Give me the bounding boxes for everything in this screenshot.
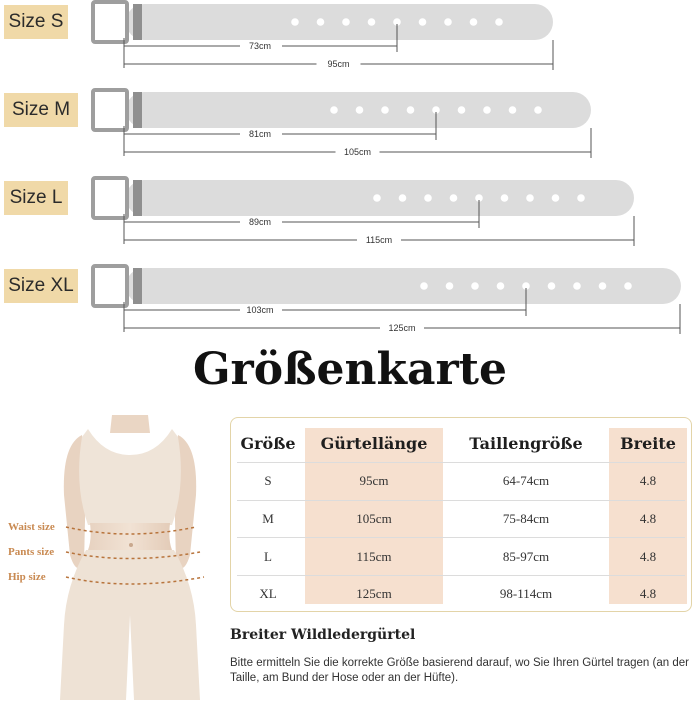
buckle-icon: [93, 90, 127, 130]
belt-hole: [381, 106, 389, 114]
belt-hole: [407, 106, 415, 114]
belt-hole: [424, 194, 432, 202]
size-xl-tag: Size XL: [4, 269, 78, 303]
cell-size: S: [264, 473, 272, 488]
note-title: Breiter Wildledergürtel: [230, 627, 416, 643]
row-divider: [237, 575, 685, 576]
size-table: [230, 417, 692, 612]
cell-waist-size: 85-97cm: [502, 549, 550, 564]
row-divider: [237, 500, 685, 501]
waist-length-label: 103cm: [246, 305, 274, 315]
cell-belt-length: 95cm: [359, 473, 389, 488]
belt-hole: [399, 194, 407, 202]
cell-waist-size: 98-114cm: [499, 586, 553, 601]
belt-hole: [573, 282, 581, 290]
size-m-tag: Size M: [4, 93, 78, 127]
cell-width: 4.8: [639, 586, 657, 601]
hip-size-label: Hip size: [8, 571, 46, 583]
cell-belt-length: 105cm: [356, 511, 392, 526]
waist-length-label: 89cm: [248, 217, 272, 227]
belt-hole: [317, 18, 325, 26]
belt-hole: [356, 106, 364, 114]
total-length-label: 115cm: [365, 235, 393, 245]
buckle-icon: [93, 266, 127, 306]
buckle-keeper: [133, 180, 142, 216]
belt-hole: [495, 18, 503, 26]
belt-hole: [483, 106, 491, 114]
cell-width: 4.8: [639, 473, 657, 488]
pants-size-label: Pants size: [8, 546, 55, 558]
header-size: Größe: [240, 433, 296, 453]
belt-hole: [291, 18, 299, 26]
cell-width: 4.8: [639, 549, 657, 564]
belt-hole: [548, 282, 556, 290]
cell-waist-size: 64-74cm: [502, 473, 550, 488]
belt-hole: [458, 106, 466, 114]
belt-hole: [368, 18, 376, 26]
size-l-tag: Size L: [4, 181, 68, 215]
header-waist-size: Taillengröße: [469, 433, 583, 453]
belt-hole: [444, 18, 452, 26]
cell-belt-length: 115cm: [356, 549, 392, 564]
belt-hole: [330, 106, 338, 114]
buckle-icon: [93, 2, 127, 42]
belt-hole: [450, 194, 458, 202]
belt-hole: [420, 282, 428, 290]
belt-hole: [497, 282, 505, 290]
belt-strap: [126, 4, 553, 40]
belt-hole: [446, 282, 454, 290]
cell-size: M: [262, 511, 274, 526]
waist-size-label: Waist size: [8, 521, 55, 533]
buckle-keeper: [133, 4, 142, 40]
belt-hole: [509, 106, 517, 114]
belt-hole: [471, 282, 479, 290]
cell-belt-length: 125cm: [356, 586, 392, 601]
waist-length-label: 73cm: [248, 41, 272, 51]
row-divider: [237, 537, 685, 538]
belt-hole: [534, 106, 542, 114]
belt-size-diagram: [0, 0, 700, 340]
belt-strap: [126, 268, 681, 304]
size-s-tag: Size S: [4, 5, 68, 39]
belt-hole: [470, 18, 478, 26]
buckle-keeper: [133, 92, 142, 128]
belt-hole: [501, 194, 509, 202]
belt-hole: [526, 194, 534, 202]
waist-length-label: 81cm: [248, 129, 272, 139]
belt-hole: [342, 18, 350, 26]
cell-waist-size: 75-84cm: [502, 511, 550, 526]
belt-hole: [419, 18, 427, 26]
total-length-label: 125cm: [388, 323, 416, 333]
row-divider: [237, 462, 685, 463]
cell-size: XL: [259, 586, 277, 601]
body-figure-illustration: [0, 415, 230, 700]
belt-hole: [577, 194, 585, 202]
total-length-label: 105cm: [343, 147, 372, 157]
page-title: Größenkarte: [192, 344, 507, 395]
total-length-label: 95cm: [327, 59, 350, 69]
belt-hole: [624, 282, 632, 290]
buckle-keeper: [133, 268, 142, 304]
note-body: Bitte ermitteln Sie die korrekte Größe basierend darauf, wo Sie Ihren Gürtel tragen (an der Taille, am Bund der Hose oder an der Hüfte).: [230, 657, 689, 684]
cell-width: 4.8: [639, 511, 657, 526]
belt-hole: [373, 194, 381, 202]
belt-hole: [552, 194, 560, 202]
header-belt-length: Gürtellänge: [320, 433, 428, 453]
header-width: Breite: [620, 433, 676, 453]
buckle-icon: [93, 178, 127, 218]
cell-size: L: [264, 549, 272, 564]
belt-hole: [599, 282, 607, 290]
